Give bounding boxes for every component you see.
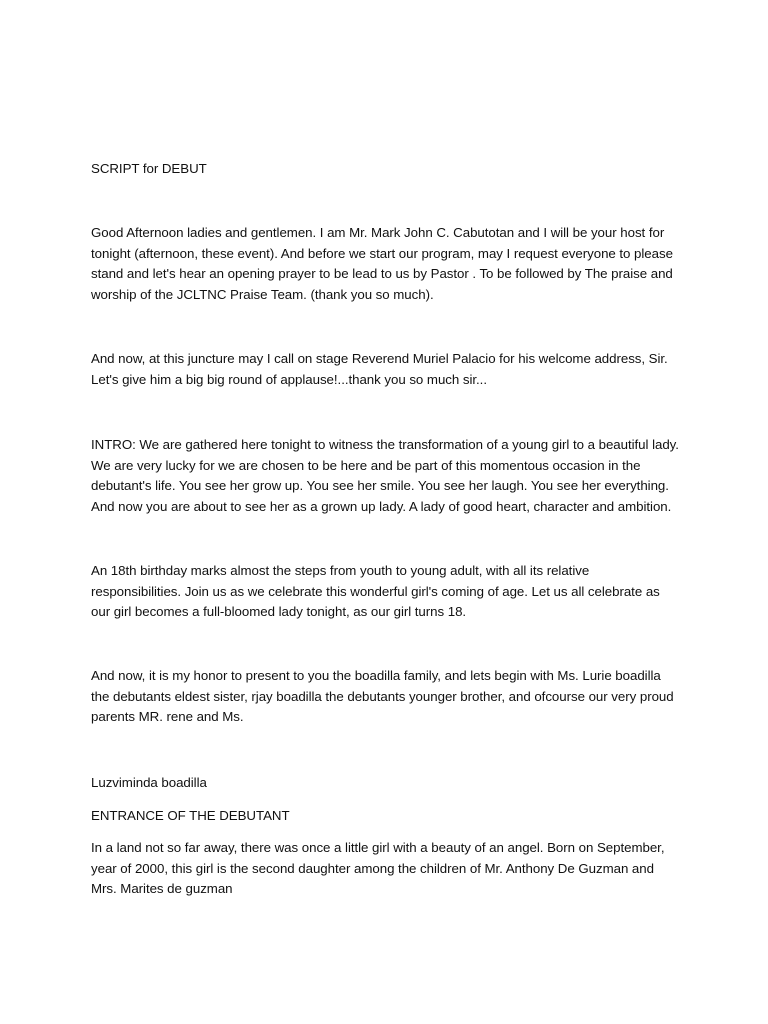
- paragraph-parent-name: Luzviminda boadilla: [91, 775, 207, 790]
- paragraph-entrance-story: In a land not so far away, there was once a little girl with a beauty of an angel. Born on September, year of 2000, this girl is the second daughter among the children of Mr. Anthony De Guzman and Mrs. Marites de guzman: [91, 840, 665, 896]
- document-title: SCRIPT for DEBUT: [91, 161, 207, 176]
- paragraph-opening: Good Afternoon ladies and gentlemen. I am Mr. Mark John C. Cabutotan and I will be your host for tonight (afternoon, these event). And before we start our program, may I request everyone to please stand and let's hear an opening prayer to be lead to us by Pastor . To be followed by The praise and worship of the JCLTNC Praise Team. (thank you so much).: [91, 225, 673, 302]
- paragraph-welcome-address: And now, at this juncture may I call on stage Reverend Muriel Palacio for his welcome address, Sir. Let's give him a big big round of applause!...thank you so much sir...: [91, 351, 668, 387]
- paragraph-intro: INTRO: We are gathered here tonight to witness the transformation of a young girl to a beautiful lady. We are very lucky for we are chosen to be here and be part of this momentous occasion in the debutant's life. You see her grow up. You see her smile. You see her laugh. You see her everything. And now you are about to see her as a grown up lady. A lady of good heart, character and ambition.: [91, 437, 679, 514]
- paragraph-family-presentation: And now, it is my honor to present to you the boadilla family, and lets begin with Ms. Lurie boadilla the debutants eldest sister, rjay boadilla the debutants younger brother, and ofcourse our very proud parents MR. rene and Ms.: [91, 668, 674, 724]
- section-heading-entrance: ENTRANCE OF THE DEBUTANT: [91, 808, 290, 823]
- paragraph-18th-birthday: An 18th birthday marks almost the steps from youth to young adult, with all its relative responsibilities. Join us as we celebrate this wonderful girl's coming of age. Let us all celebrate as our girl becomes a full-bloomed lady tonight, as our girl turns 18.: [91, 563, 660, 619]
